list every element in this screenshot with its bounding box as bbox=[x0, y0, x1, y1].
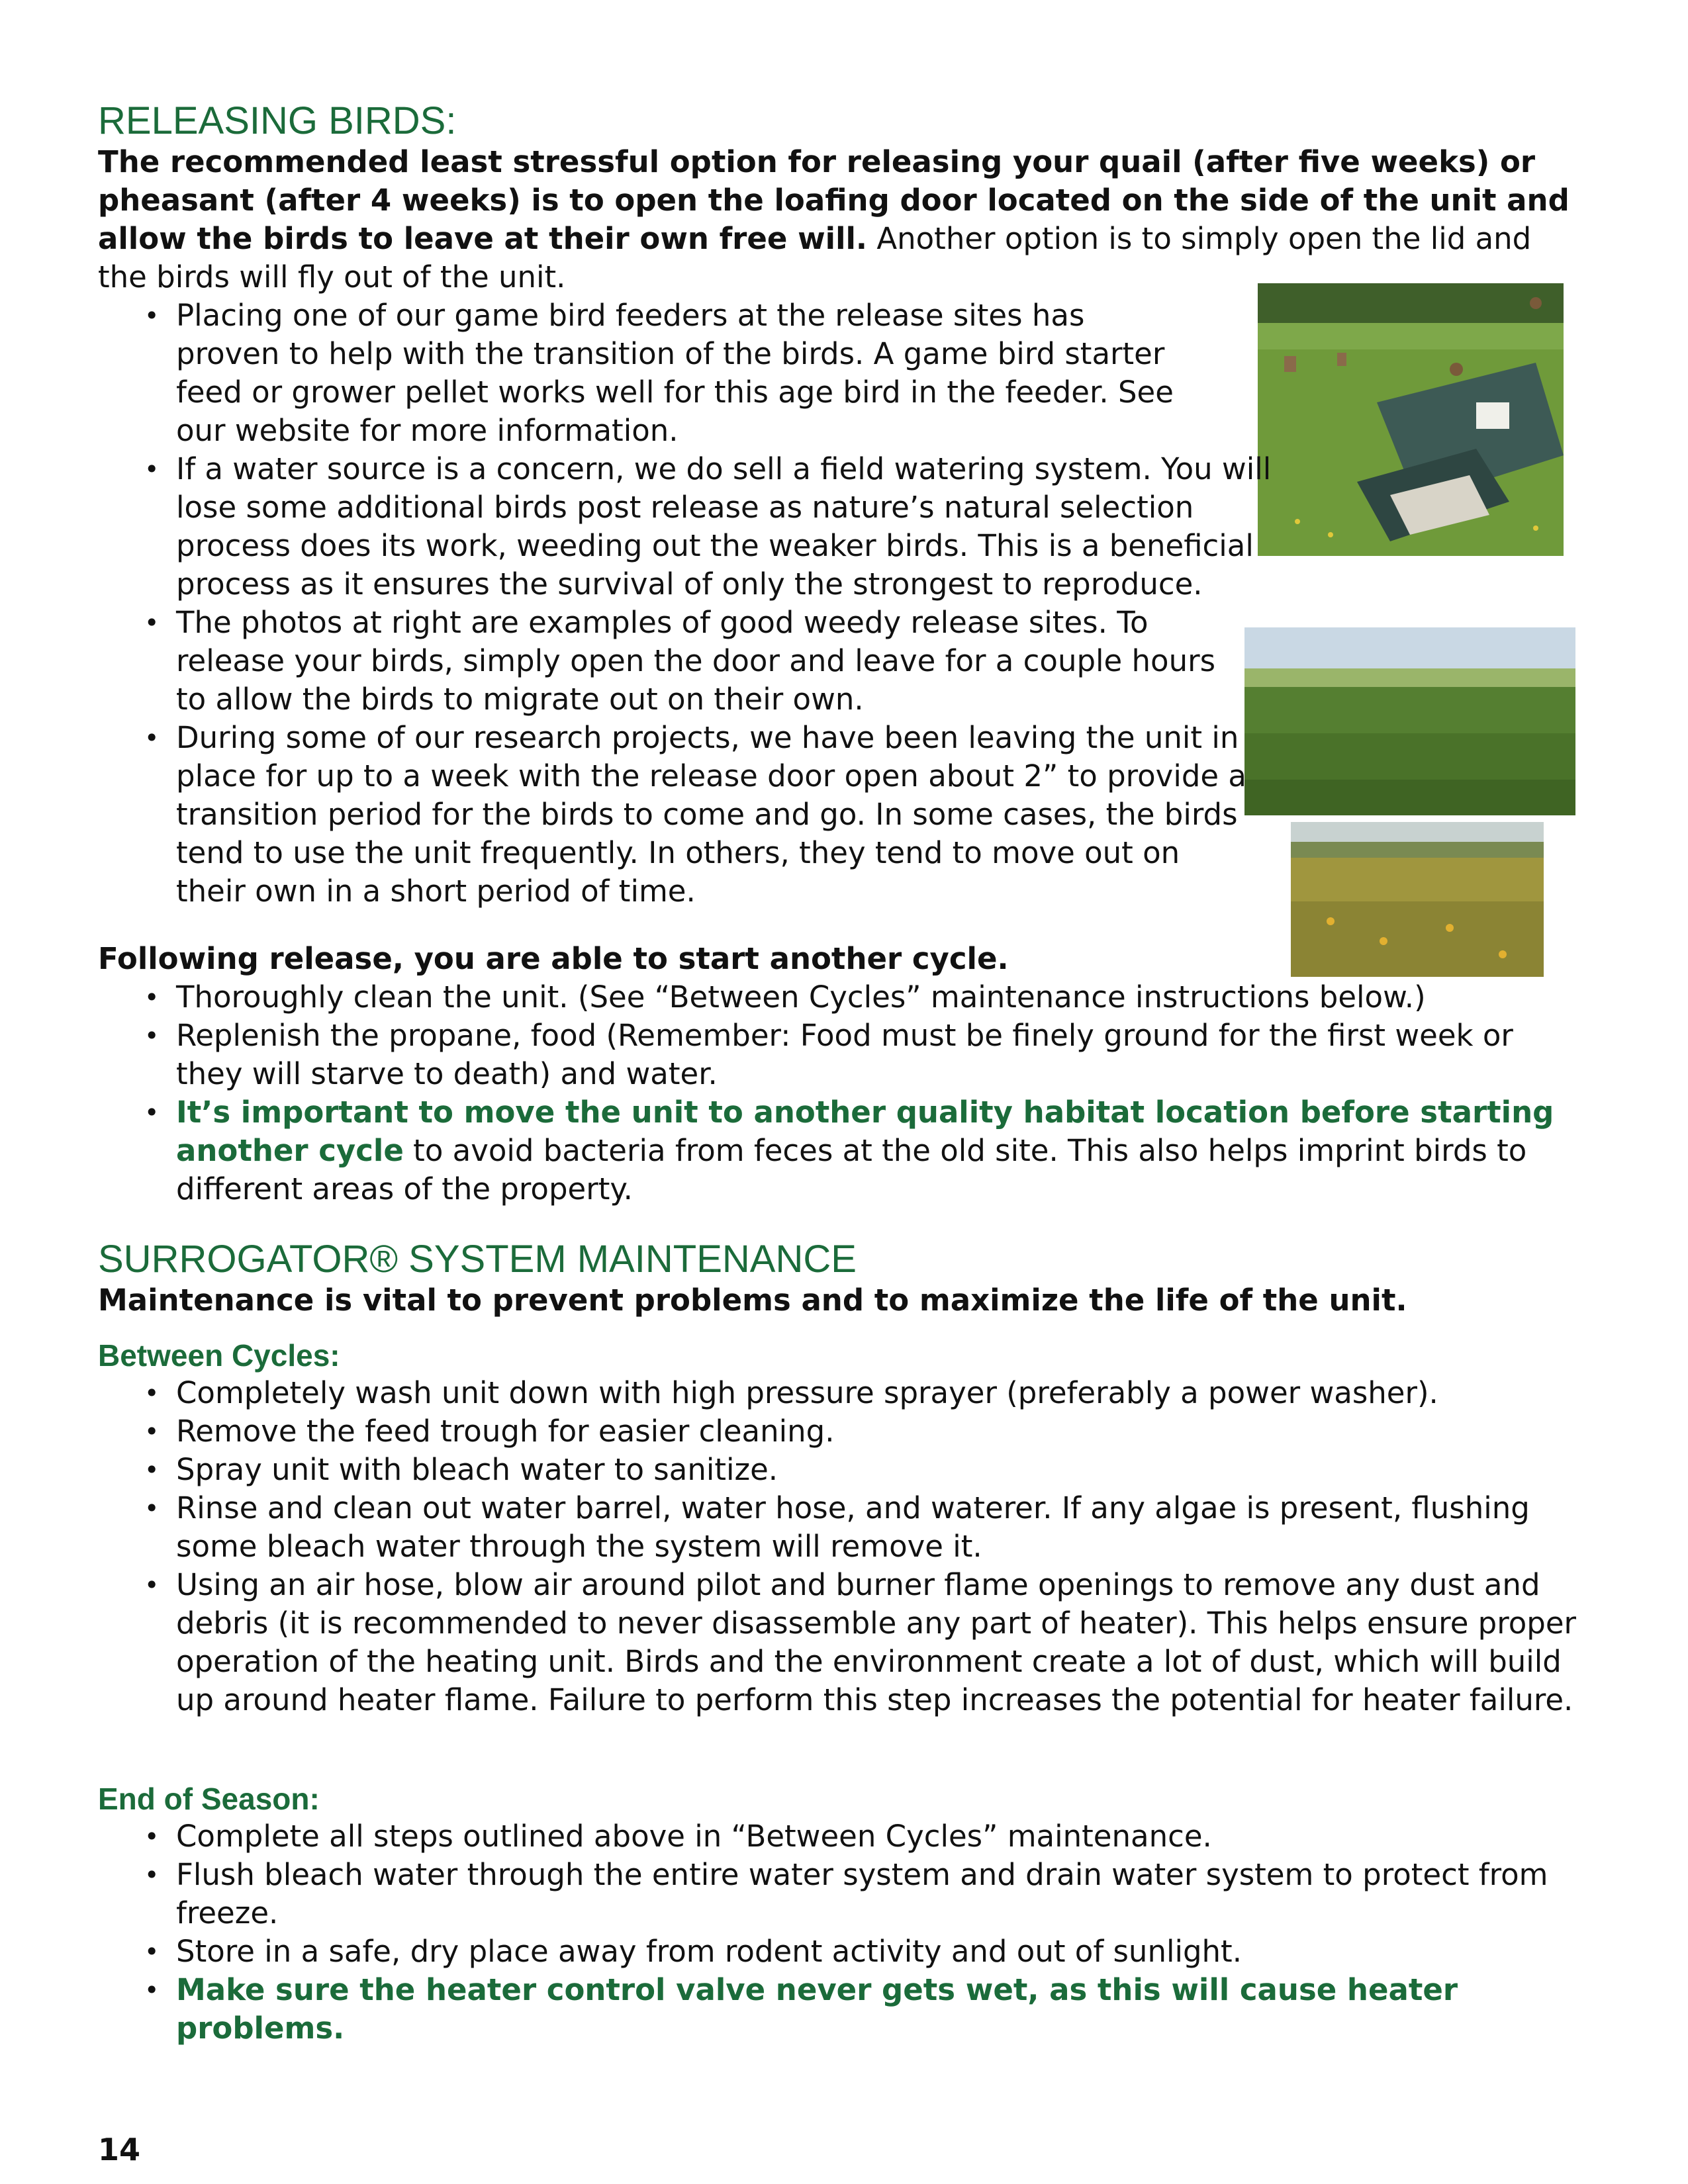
between-cycles-bullet-wash: • Completely wash unit down with high pressure sprayer (preferably a power washer). bbox=[176, 1374, 1589, 1412]
heater-valve-warning: Make sure the heater control valve never gets wet, as this will cause heater problems. bbox=[176, 1972, 1458, 2046]
between-cycles-bullet-trough: • Remove the feed trough for easier cleaning. bbox=[176, 1412, 1589, 1451]
between-cycles-bullet-list bbox=[98, 1374, 1589, 1719]
following-bullet-move bbox=[176, 1093, 1589, 1208]
releasing-bullet-photos: • The photos at right are examples of good weedy release sites. To release your birds, simply open the door and leave for a couple hours to allow the birds to migrate out on their own. bbox=[176, 604, 1244, 719]
page-number: 14 bbox=[98, 2132, 141, 2167]
releasing-bullet-list bbox=[98, 296, 1589, 911]
releasing-birds-heading: RELEASING BIRDS: bbox=[98, 99, 457, 142]
between-cycles-heading: Between Cycles: bbox=[98, 1338, 340, 1373]
end-of-season-bullet-list bbox=[98, 1817, 1589, 2048]
releasing-bullet-research: • During some of our research projects, we have been leaving the unit in place for up to a week with the release door open about 2” to provide a transition period for the birds to come and go. In some cases, the birds tend to use the unit frequently. In others, they tend to move out on their own in a short period of time. bbox=[176, 719, 1258, 911]
end-of-season-bullet-store: • Store in a safe, dry place away from rodent activity and out of sunlight. bbox=[176, 1933, 1589, 1971]
maintenance-section bbox=[98, 1238, 1589, 1320]
move-unit-rest: to avoid bacteria from feces at the old site. This also helps imprint birds to different areas of the property. bbox=[176, 1133, 1527, 1206]
releasing-intro bbox=[98, 143, 1575, 296]
between-cycles-bullet-rinse: • Rinse and clean out water barrel, water hose, and waterer. If any algae is present, flushing some bleach water through the system will remove it. bbox=[176, 1489, 1589, 1566]
following-bullet-list bbox=[98, 978, 1589, 1208]
maintenance-subtitle: Maintenance is vital to prevent problems and to maximize the life of the unit. bbox=[98, 1283, 1407, 1318]
releasing-bullet-feeders: • Placing one of our game bird feeders at the release sites has proven to help with the transition of the birds. A game bird starter feed or grower pellet works well for this age bird in the feeder. See our website for more information. bbox=[176, 296, 1178, 450]
end-of-season-bullet-flush: • Flush bleach water through the entire water system and drain water system to protect from freeze. bbox=[176, 1856, 1589, 1933]
following-release-section bbox=[98, 940, 1589, 1208]
end-of-season-bullet-complete: • Complete all steps outlined above in “Between Cycles” maintenance. bbox=[176, 1817, 1589, 1856]
between-cycles-bullet-air-hose: • Using an air hose, blow air around pilot and burner flame openings to remove any dust and debris (it is recommended to never disassemble any part of heater). This helps ensure proper operation of the heating unit. Birds and the environment create a lot of dust, which will build up around heater flame. Failure to perform this step increases the potential for heater failure. bbox=[176, 1566, 1589, 1719]
between-cycles-section bbox=[98, 1337, 1589, 1719]
end-of-season-section bbox=[98, 1780, 1589, 2048]
releasing-bullet-water: • If a water source is a concern, we do sell a field watering system. You will lose some additional birds post release as nature’s natural selection process does its work, weeding out the weaker birds. This is a beneficial process as it ensures the survival of only the strongest to reproduce. bbox=[176, 450, 1311, 604]
maintenance-heading: SURROGATOR® SYSTEM MAINTENANCE bbox=[98, 1238, 857, 1281]
following-release-heading: Following release, you are able to start another cycle. bbox=[98, 941, 1009, 976]
end-of-season-heading: End of Season: bbox=[98, 1782, 320, 1816]
between-cycles-bullet-sanitize: • Spray unit with bleach water to sanitize. bbox=[176, 1451, 1589, 1489]
following-bullet-clean: • Thoroughly clean the unit. (See “Between Cycles” maintenance instructions below.) bbox=[176, 978, 1589, 1017]
move-unit-emphasis: It’s important to move the unit to another quality habitat location before starting another cycle bbox=[176, 1095, 1554, 1168]
releasing-intro-bold: The recommended least stressful option for releasing your quail (after five weeks) or pheasant (after 4 weeks) is to open the loafing door located on the side of the unit and allow the birds to leave at their own free will. bbox=[98, 144, 1570, 256]
releasing-intro-rest: Another option is to simply open the lid and the birds will fly out of the unit. bbox=[98, 221, 1532, 295]
end-of-season-bullet-valve bbox=[176, 1971, 1589, 2048]
following-bullet-replenish: • Replenish the propane, food (Remember: Food must be finely ground for the first week or they will starve to death) and water. bbox=[176, 1017, 1589, 1093]
releasing-birds-section bbox=[98, 99, 1589, 911]
